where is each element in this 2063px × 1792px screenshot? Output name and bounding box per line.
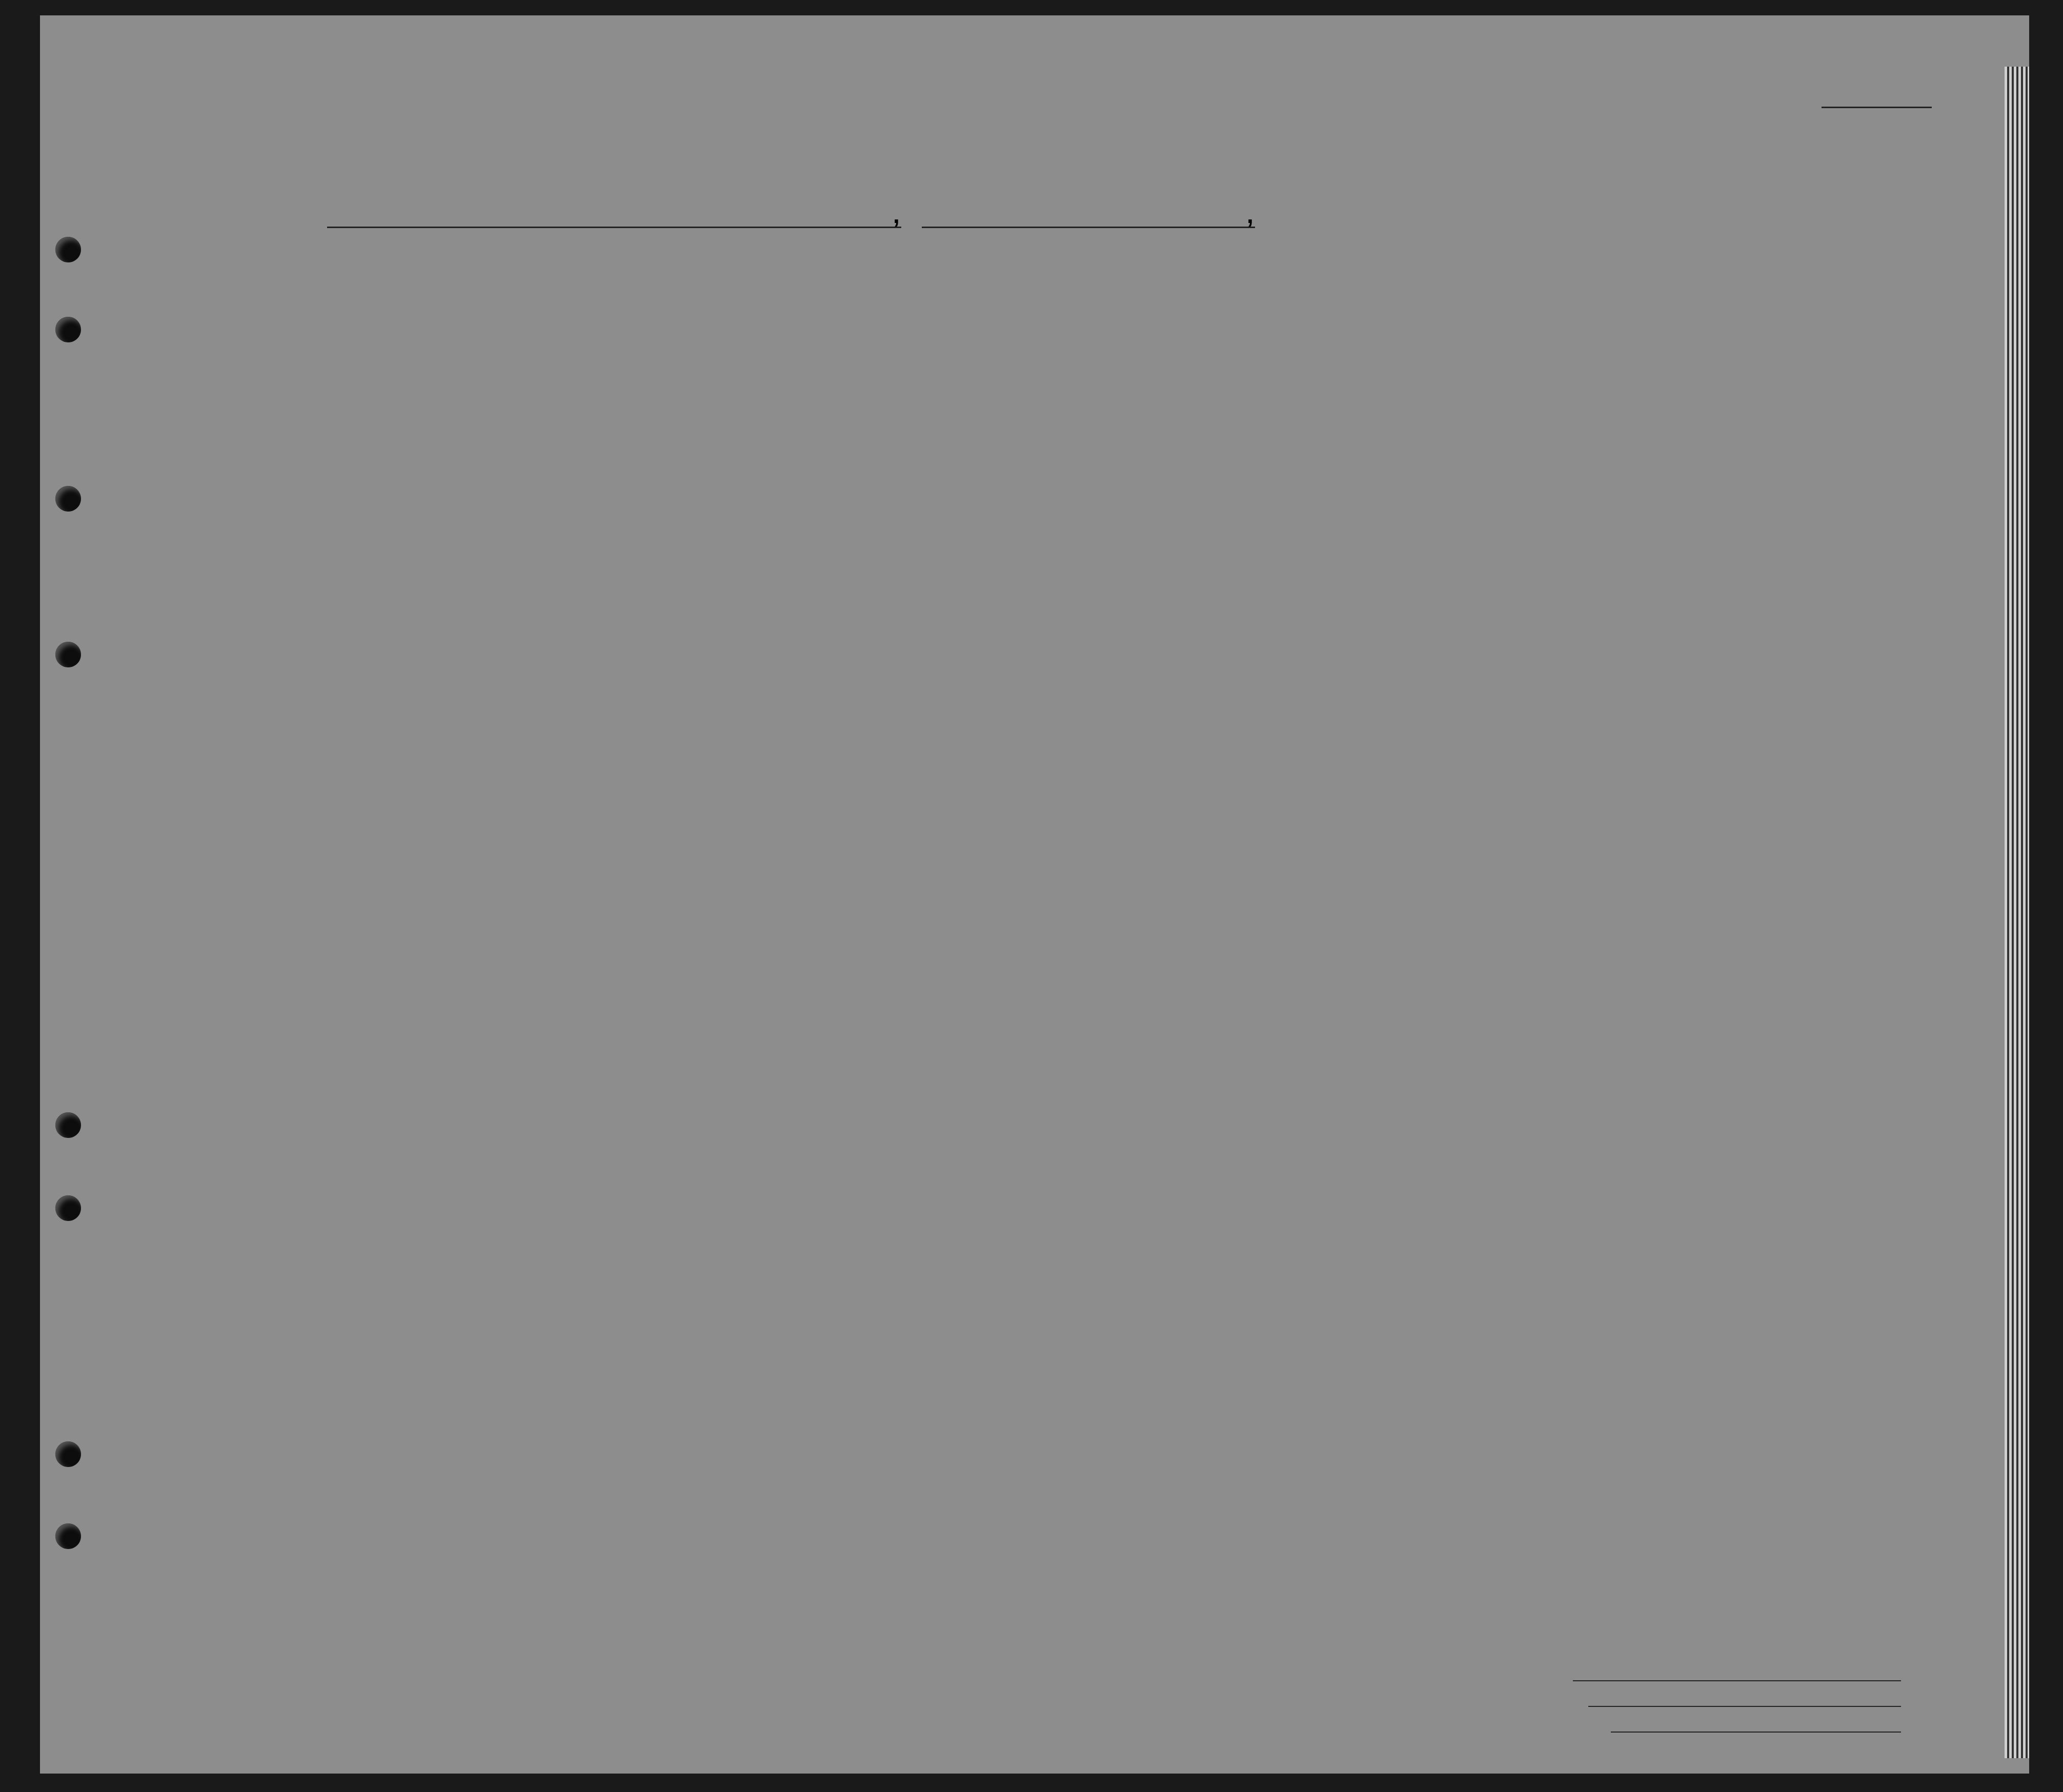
list-rule (1822, 107, 1932, 108)
punch-hole (55, 1441, 81, 1467)
port-rule (327, 227, 901, 228)
punch-hole (55, 642, 81, 667)
date-rule (922, 227, 1255, 228)
punch-hole (55, 1195, 81, 1221)
manifest-sheet: , , (40, 15, 2029, 1774)
punch-hole (55, 317, 81, 342)
punch-hole (55, 237, 81, 262)
punch-hole (55, 486, 81, 512)
manifest-table (92, 267, 2026, 1602)
punch-hole (55, 1523, 81, 1549)
punch-hole (55, 1112, 81, 1138)
